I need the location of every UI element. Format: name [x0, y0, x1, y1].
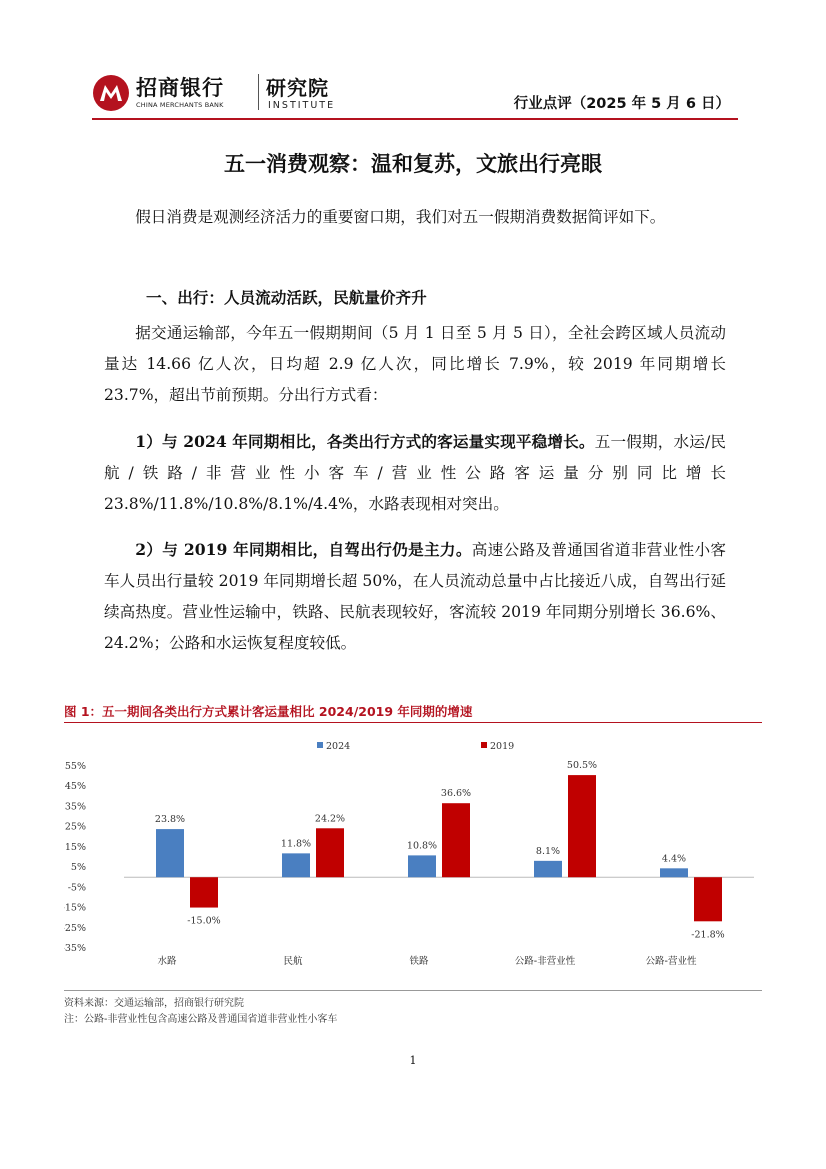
point-2-lead: 2）与 2019 年同期相比，自驾出行仍是主力。 — [135, 540, 472, 559]
intro-paragraph: 假日消费是观测经济活力的重要窗口期，我们对五一假期消费数据简评如下。 — [135, 208, 666, 226]
bar-value-label: 50.5% — [566, 760, 598, 772]
footnote: 注：公路-非营业性包含高速公路及普通国省道非营业性小客车 — [64, 1014, 338, 1025]
y-tick-label: 35% — [64, 801, 86, 813]
y-tick-label: 25% — [64, 821, 86, 833]
bar-value-label: 24.2% — [314, 813, 346, 825]
institute-name-en: INSTITUTE — [268, 100, 336, 111]
page-title: 五一消费观察：温和复苏，文旅出行亮眼 — [224, 152, 602, 176]
bar — [408, 855, 436, 877]
y-tick-label: -35% — [64, 943, 86, 954]
bar — [660, 868, 688, 877]
body-paragraph: 据交通运输部，今年五一假期期间（5 月 1 日至 5 月 5 日），全社会跨区域人员流动量达 14.66 亿人次，日均超 2.9 亿人次，同比增长 7.9%，较 2019 年同期增长 23.7%，超出节前预期。分出行方式看： — [104, 324, 726, 404]
bar — [694, 877, 722, 921]
bar-value-label: 4.4% — [661, 853, 687, 865]
point-2-text: 高速公路及普通国省道非营业性小客车人员出行量较 2019 年同期增长超 50%，在人员流动总量中占比接近八成，自驾出行延续高热度。营业性运输中，铁路、民航表现较好，客流较 2019 年同期分别增长 36.6%、24.2%；公路和水运恢复程度较低。 — [104, 541, 726, 652]
bar-chart — [64, 726, 762, 988]
page-header — [0, 0, 826, 120]
point-1-lead: 1）与 2024 年同期相比，各类出行方式的客运量实现平稳增长。 — [135, 432, 595, 451]
brand-name-en: CHINA MERCHANTS BANK — [136, 101, 224, 109]
y-tick-label: 5% — [70, 862, 86, 874]
category-label: 公路-非营业性 — [514, 956, 576, 967]
bar — [190, 877, 218, 907]
category-label: 水路 — [157, 956, 177, 967]
bar — [316, 828, 344, 877]
bar-value-label: -21.8% — [691, 929, 725, 941]
chart-container — [64, 726, 762, 988]
figure-title: 图 1：五一期间各类出行方式累计客运量相比 2024/2019 年同期的增速 — [64, 704, 473, 719]
bar — [568, 775, 596, 877]
y-tick-label: -5% — [67, 882, 86, 894]
legend-label: 2024 — [326, 741, 351, 752]
section-heading: 一、出行：人员流动活跃，民航量价齐升 — [146, 289, 427, 307]
bar-value-label: 8.1% — [535, 845, 561, 857]
y-tick-label: -15% — [64, 902, 86, 914]
y-tick-label: -25% — [64, 922, 86, 934]
bar-value-label: 11.8% — [280, 838, 312, 850]
legend-swatch — [481, 742, 487, 748]
institute-name: 研究院 — [266, 76, 329, 100]
bar — [534, 861, 562, 877]
legend-swatch — [317, 742, 323, 748]
page-number: 1 — [409, 1054, 417, 1067]
point-1-text: 五一假期，水运/民航/铁路/非营业性小客车/营业性公路客运量分别同比增长 23.8%/11.8%/10.8%/8.1%/4.4%，水路表现相对突出。 — [104, 433, 726, 513]
bar-value-label: 36.6% — [440, 788, 472, 800]
bar — [156, 829, 184, 877]
category-label: 铁路 — [409, 956, 429, 967]
bar — [282, 853, 310, 877]
point-paragraph-1 — [104, 426, 726, 520]
figure-divider — [64, 722, 762, 723]
brand-divider — [258, 74, 259, 110]
figure-bottom-divider — [64, 990, 762, 991]
y-tick-label: 55% — [64, 761, 86, 772]
bar — [442, 803, 470, 877]
y-tick-label: 45% — [64, 781, 86, 793]
source-note: 资料来源：交通运输部，招商银行研究院 — [64, 998, 244, 1009]
bar-value-label: -15.0% — [187, 915, 221, 927]
y-tick-label: 15% — [64, 841, 86, 853]
category-label: 公路-营业性 — [645, 956, 697, 967]
category-label: 民航 — [283, 956, 303, 967]
point-paragraph-2 — [104, 534, 726, 659]
bar-value-label: 10.8% — [406, 840, 438, 852]
legend-label: 2019 — [490, 741, 515, 752]
bar-value-label: 23.8% — [154, 814, 186, 826]
header-divider — [92, 118, 738, 120]
brand-name: 招商银行 — [136, 76, 224, 100]
cmb-logo-icon — [92, 74, 130, 112]
report-type: 行业点评（2025 年 5 月 6 日） — [513, 96, 730, 112]
